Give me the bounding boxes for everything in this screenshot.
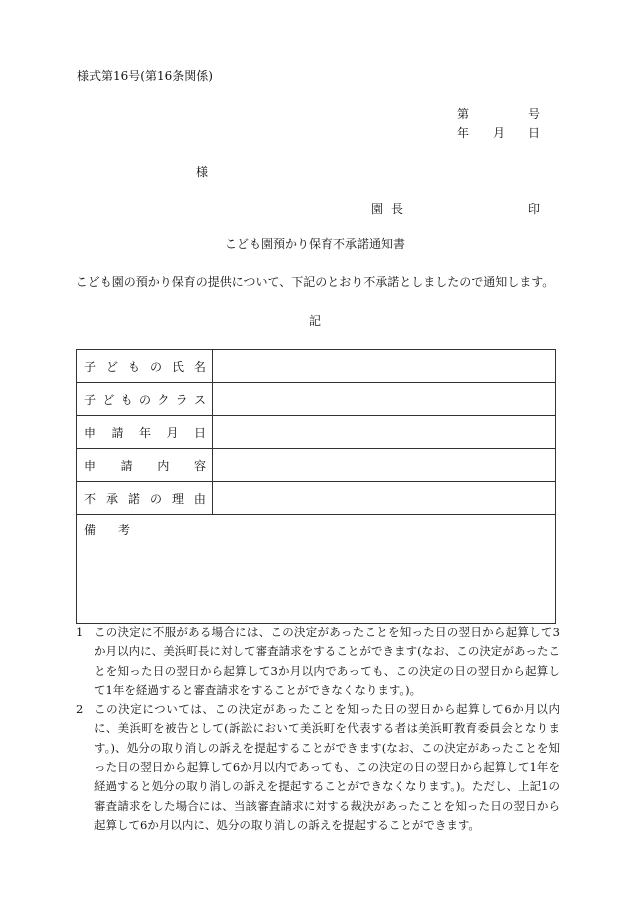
row-value-cell[interactable] — [213, 350, 556, 383]
label-char: 容 — [193, 458, 206, 473]
row-label-cell — [77, 449, 213, 482]
note-text: この決定については、この決定があったことを知った日の翌日から起算して6か月以内に、美浜町を被告として(訴訟において美浜町を代表する者は美浜町教育委員会となります。)、処分の取り消しの訴えを提起することができます(なお、この決定があったことを知った日の翌日から起算して6か月以内であっても、この決定の日の翌日から起算して1年を経過すると処分の取り消しの訴えを提起することができなくなります。)。ただし、上記1の審査請求をした場合には、当該審査請求に対する裁決があったことを知った日の翌日から起算して6か月以内に、処分の取り消しの訴えを提起することができます。 — [94, 702, 560, 832]
remarks-label: 備考 — [84, 523, 153, 537]
label-char: 申 — [84, 425, 97, 440]
label-char: 年 — [138, 425, 151, 440]
label-char: の — [138, 392, 151, 407]
row-value-cell[interactable] — [213, 482, 556, 515]
label-char: 名 — [193, 359, 206, 374]
note-number: 2 — [76, 702, 84, 717]
document-title: こども園預かり保育不承諾通知書 — [224, 237, 405, 251]
date-day-label: 日 — [528, 126, 541, 140]
table-row — [77, 383, 556, 416]
label-char: も — [127, 359, 140, 374]
row-value-cell[interactable] — [213, 416, 556, 449]
note-item — [76, 623, 560, 700]
label-char: 子 — [84, 392, 97, 407]
label-char: 内 — [157, 458, 170, 473]
remarks-row — [77, 515, 556, 624]
label-char: 氏 — [171, 359, 184, 374]
table-row — [77, 449, 556, 482]
table-row — [77, 350, 556, 383]
label-char: 由 — [193, 491, 206, 506]
label-char: の — [149, 359, 162, 374]
label-char: ラ — [175, 392, 188, 407]
row-value-cell[interactable] — [213, 383, 556, 416]
row-label — [84, 490, 206, 507]
document-number-suffix: 号 — [528, 107, 541, 121]
date-month-label: 月 — [493, 126, 506, 140]
notes — [76, 623, 560, 835]
label-char: 日 — [193, 425, 206, 440]
label-char: 請 — [120, 458, 133, 473]
label-char: ク — [157, 392, 170, 407]
label-char: 承 — [105, 491, 118, 506]
row-label — [84, 424, 206, 441]
remarks-cell[interactable] — [77, 515, 556, 624]
label-char: ど — [102, 392, 115, 407]
note-item — [76, 700, 560, 835]
row-label — [84, 457, 206, 474]
label-char: ど — [105, 359, 118, 374]
details-table — [76, 349, 556, 624]
label-char: 理 — [171, 491, 184, 506]
row-label-cell — [77, 416, 213, 449]
form-number: 様式第16号(第16条関係) — [77, 69, 213, 83]
label-char: の — [149, 491, 162, 506]
row-label — [84, 358, 206, 375]
addressee-suffix: 様 — [196, 165, 209, 179]
label-char: 不 — [84, 491, 97, 506]
ki-heading: 記 — [308, 314, 321, 328]
note-number: 1 — [76, 625, 84, 639]
row-label — [84, 391, 206, 408]
label-char: 申 — [84, 458, 97, 473]
label-char: ス — [193, 392, 206, 407]
seal-mark: 印 — [528, 202, 541, 216]
label-char: 子 — [84, 359, 97, 374]
row-label-cell — [77, 350, 213, 383]
document-number-prefix: 第 — [457, 107, 470, 121]
row-label-cell — [77, 383, 213, 416]
table-row — [77, 416, 556, 449]
row-label-cell — [77, 482, 213, 515]
label-char: 請 — [111, 425, 124, 440]
label-char: 諾 — [127, 491, 140, 506]
date-year-label: 年 — [457, 126, 470, 140]
label-char: 月 — [166, 425, 179, 440]
row-value-cell[interactable] — [213, 449, 556, 482]
table-row — [77, 482, 556, 515]
note-text: この決定に不服がある場合には、この決定があったことを知った日の翌日から起算して3か月以内に、美浜町長に対して審査請求をすることができます(なお、この決定があったことを知った日の翌日から起算して3か月以内であっても、この決定の日の翌日から起算して1年を経過すると審査請求をすることができなくなります。)。 — [94, 625, 560, 697]
issuer-title: 園長 — [371, 202, 412, 216]
intro-text: こども園の預かり保育の提供について、下記のとおり不承諾としましたので通知します。 — [75, 275, 555, 289]
label-char: も — [120, 392, 133, 407]
